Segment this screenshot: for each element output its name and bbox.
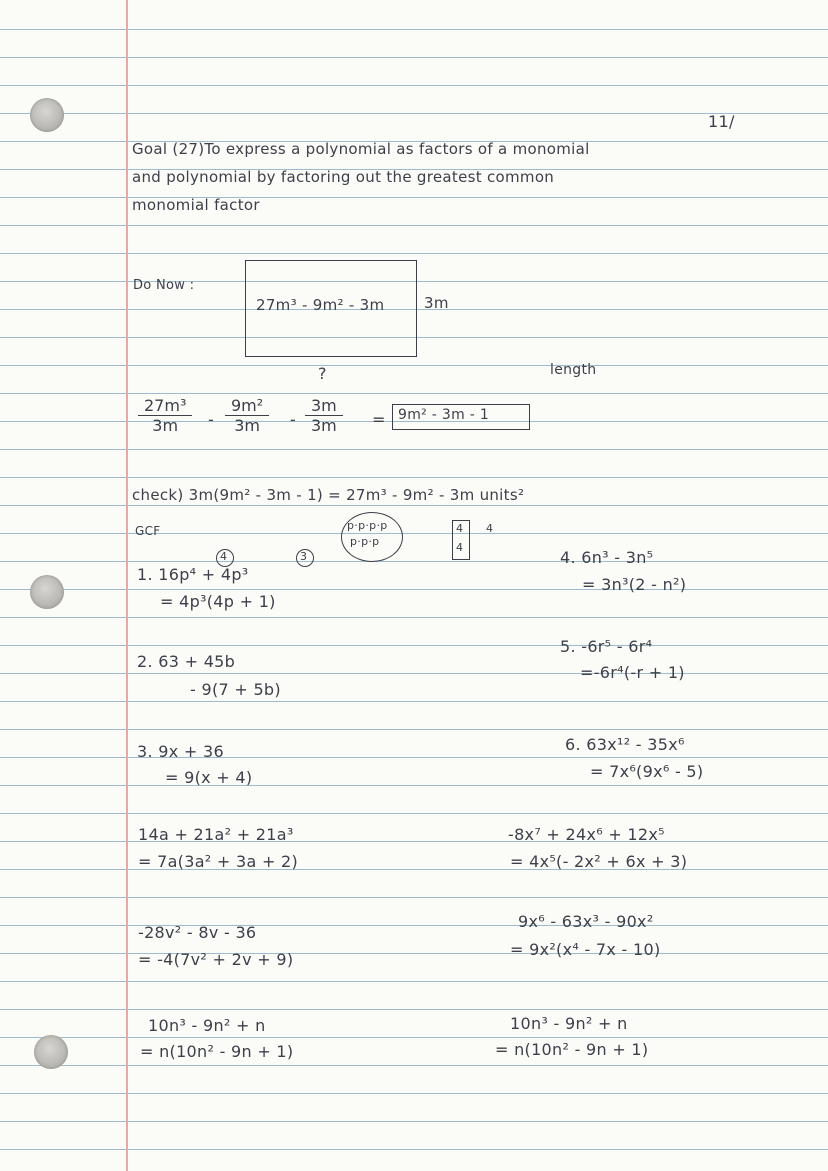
problem-9-expression: -28v² - 8v - 36 xyxy=(138,923,257,942)
fraction-3-numerator: 3m xyxy=(305,396,343,416)
problem-10-answer: = 9x²(x⁴ - 7x - 10) xyxy=(510,940,661,959)
gcf-box-bottom: 4 xyxy=(456,541,464,554)
problem-5-answer: =-6r⁴(-r + 1) xyxy=(580,663,685,682)
goal-line-2: and polynomial by factoring out the greatest common xyxy=(132,168,555,186)
problem-7-answer: = 7a(3a² + 3a + 2) xyxy=(138,852,299,871)
fraction-3 xyxy=(305,396,343,435)
do-now-area-expression: 27m³ - 9m² - 3m xyxy=(256,296,385,314)
fraction-3-denominator: 3m xyxy=(311,416,337,435)
do-now-label: Do Now : xyxy=(133,278,195,293)
fraction-2-denominator: 3m xyxy=(234,416,260,435)
problem-1-exponent-note-3: 3 xyxy=(300,550,308,563)
margin-line xyxy=(126,0,128,1171)
date-mark: 11/ xyxy=(708,112,735,131)
problem-8-expression: -8x⁷ + 24x⁶ + 12x⁵ xyxy=(508,825,665,844)
problem-11-expression: 10n³ - 9n² + n xyxy=(148,1016,266,1035)
gcf-box-side: 4 xyxy=(486,522,494,535)
gcf-circle-top: p·p·p·p xyxy=(347,519,388,532)
problem-3-expression: 3. 9x + 36 xyxy=(137,742,224,761)
problem-1-answer: = 4p³(4p + 1) xyxy=(160,592,276,611)
minus-2: - xyxy=(290,410,297,429)
do-now-question: ? xyxy=(318,364,327,383)
problem-8-answer: = 4x⁵(- 2x² + 6x + 3) xyxy=(510,852,688,871)
fraction-2-numerator: 9m² xyxy=(225,396,269,416)
problem-6-answer: = 7x⁶(9x⁶ - 5) xyxy=(590,762,704,781)
gcf-circle-bottom: p·p·p xyxy=(350,535,380,548)
problem-6-expression: 6. 63x¹² - 35x⁶ xyxy=(565,735,685,754)
fraction-2 xyxy=(225,396,269,435)
result-expression: 9m² - 3m - 1 xyxy=(398,407,490,423)
problem-12-expression: 10n³ - 9n² + n xyxy=(510,1014,628,1033)
minus-1: - xyxy=(208,410,215,429)
problem-2-expression: 2. 63 + 45b xyxy=(137,652,236,671)
check-line: check) 3m(9m² - 3m - 1) = 27m³ - 9m² - 3m units² xyxy=(132,486,525,504)
problem-7-expression: 14a + 21a² + 21a³ xyxy=(138,825,294,844)
gcf-label: GCF xyxy=(135,524,161,538)
fraction-1-denominator: 3m xyxy=(152,416,179,435)
do-now-side-length: 3m xyxy=(424,294,449,312)
goal-line-3: monomial factor xyxy=(132,196,260,214)
punch-hole-middle xyxy=(30,575,64,609)
problem-4-answer: = 3n³(2 - n²) xyxy=(582,575,687,594)
problem-4-expression: 4. 6n³ - 3n⁵ xyxy=(560,548,654,567)
problem-10-expression: 9x⁶ - 63x³ - 90x² xyxy=(518,912,654,931)
punch-hole-top xyxy=(30,98,64,132)
fraction-1-numerator: 27m³ xyxy=(138,396,192,416)
problem-11-answer: = n(10n² - 9n + 1) xyxy=(140,1042,294,1061)
gcf-box-top: 4 xyxy=(456,522,464,535)
problem-5-expression: 5. -6r⁵ - 6r⁴ xyxy=(560,637,653,656)
equals-sign: = xyxy=(372,410,386,429)
problem-9-answer: = -4(7v² + 2v + 9) xyxy=(138,950,294,969)
problem-2-answer: - 9(7 + 5b) xyxy=(190,680,281,699)
problem-1-exponent-note-4: 4 xyxy=(220,550,228,563)
goal-line-1: Goal (27)To express a polynomial as factors of a monomial xyxy=(132,140,590,158)
problem-3-answer: = 9(x + 4) xyxy=(165,768,253,787)
fraction-1 xyxy=(138,396,192,435)
problem-1-expression: 1. 16p⁴ + 4p³ xyxy=(137,565,249,584)
problem-12-answer: = n(10n² - 9n + 1) xyxy=(495,1040,649,1059)
punch-hole-bottom xyxy=(34,1035,68,1069)
length-label: length xyxy=(550,362,597,378)
